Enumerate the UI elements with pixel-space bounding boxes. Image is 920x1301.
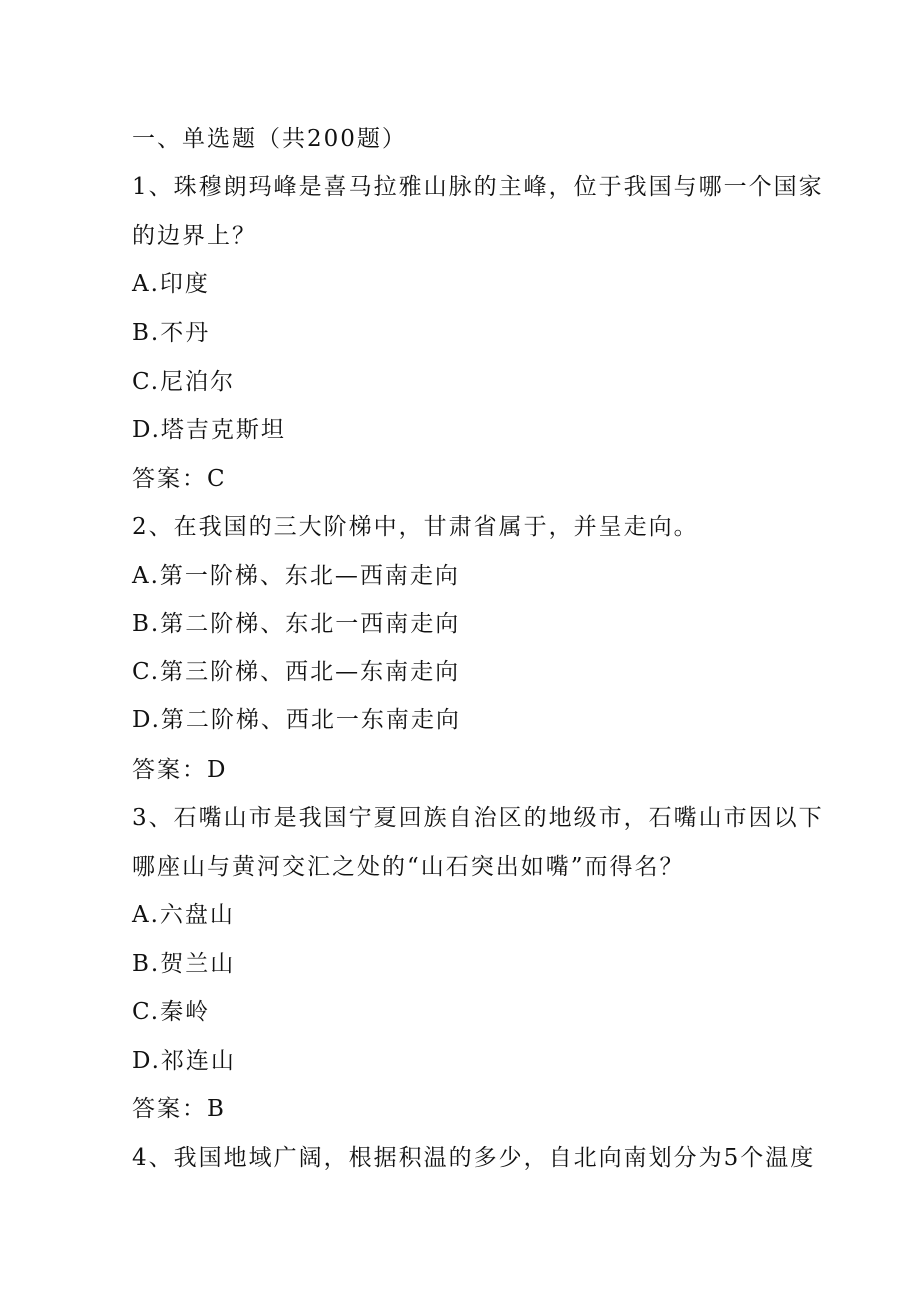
- question-1-option-c: C.尼泊尔: [132, 369, 236, 395]
- question-1-stem-line-1: 1、珠穆朗玛峰是喜马拉雅山脉的主峰，位于我国与哪一个国家: [132, 174, 824, 200]
- question-1-option-d: D.塔吉克斯坦: [132, 417, 286, 443]
- question-1-option-b: B.不丹: [132, 320, 211, 346]
- question-2-option-d: D.第二阶梯、西北一东南走向: [132, 707, 461, 733]
- question-3-stem-line-2: 哪座山与黄河交汇之处的“山石突出如嘴”而得名？: [132, 854, 685, 880]
- question-3-stem-line-1: 3、石嘴山市是我国宁夏回族自治区的地级市，石嘴山市因以下: [132, 805, 824, 831]
- question-1-stem-line-2: 的边界上？: [132, 223, 257, 249]
- question-2-option-b: B.第二阶梯、东北一西南走向: [132, 611, 461, 637]
- question-2-answer: 答案：D: [132, 757, 228, 783]
- question-2-option-c: C.第三阶梯、西北—东南走向: [132, 659, 461, 685]
- question-3-option-b: B.贺兰山: [132, 951, 236, 977]
- question-1-answer: 答案：C: [132, 466, 227, 492]
- question-2-option-a: A.第一阶梯、东北—西南走向: [132, 563, 460, 589]
- section-title: 一、单选题（共200题）: [132, 126, 407, 152]
- question-1-option-a: A.印度: [132, 271, 210, 297]
- question-2-stem-line-1: 2、在我国的三大阶梯中，甘肃省属于，并呈走向。: [132, 514, 699, 540]
- question-3-answer: 答案：B: [132, 1096, 226, 1122]
- question-4-stem-line-1: 4、我国地域广阔，根据积温的多少，自北向南划分为5个温度: [132, 1145, 816, 1171]
- question-3-option-d: D.祁连山: [132, 1048, 236, 1074]
- question-3-option-c: C.秦岭: [132, 999, 211, 1025]
- question-3-option-a: A.六盘山: [132, 902, 235, 928]
